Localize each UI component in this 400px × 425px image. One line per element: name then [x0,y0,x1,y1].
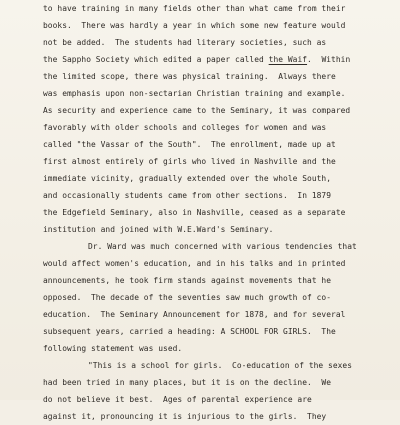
text-line: not be added. The students had literary societies, such as [43,38,327,47]
text-line: and occasionally students came from other sections. In 1879 [43,191,332,200]
text-line: immediate vicinity, gradually extended over the whole South, [43,174,332,183]
paragraph-first-line: Dr. Ward was much concerned with various tendencies that [88,242,357,251]
text-line: would affect women's education, and in his talks and in printed [43,259,346,268]
text-line: was emphasis upon non-sectarian Christian training and example. [43,89,346,98]
text-line: the limited scope, there was physical training. Always there [43,72,336,81]
text-line: the Edgefield Seminary, also in Nashville, ceased as a separate [43,208,346,217]
text-line: favorably with older schools and colleges for women and was [43,123,327,132]
text-line: against it, pronouncing it is injurious to the girls. They [43,412,327,421]
text-line: books. There was hardly a year in which some new feature would [43,21,346,30]
text-segment: the Sappho Society which edited a paper called [43,55,269,64]
text-line: announcements, he took firm stands against movements that he [43,276,332,285]
quotation-first-line: "This is a school for girls. Co-education of the sexes [88,361,353,370]
typed-text-body [43,0,395,425]
text-line: education. The Seminary Announcement for 1878, and for several [43,310,346,319]
text-line: institution and joined with W.E.Ward's Seminary. [43,225,274,234]
text-line [43,51,395,68]
text-line: had been tried in many places, but it is on the decline. We [43,378,332,387]
text-line: opposed. The decade of the seventies saw much growth of co- [43,293,332,302]
text-line: first almost entirely of girls who lived in Nashville and the [43,157,336,166]
underlined-title: the Waif [268,55,308,64]
text-line: subsequent years, carried a heading: A SCHOOL FOR GIRLS. The [43,327,336,336]
text-line: As security and experience came to the Seminary, it was compared [43,106,351,115]
text-line: following statement was used. [43,344,183,353]
text-line: called "the Vassar of the South". The enrollment, made up at [43,140,336,149]
text-line: do not believe it best. Ages of parental experience are [43,395,312,404]
text-segment: . Within [307,55,351,64]
text-line: to have training in many fields other than what came from their [43,4,346,13]
